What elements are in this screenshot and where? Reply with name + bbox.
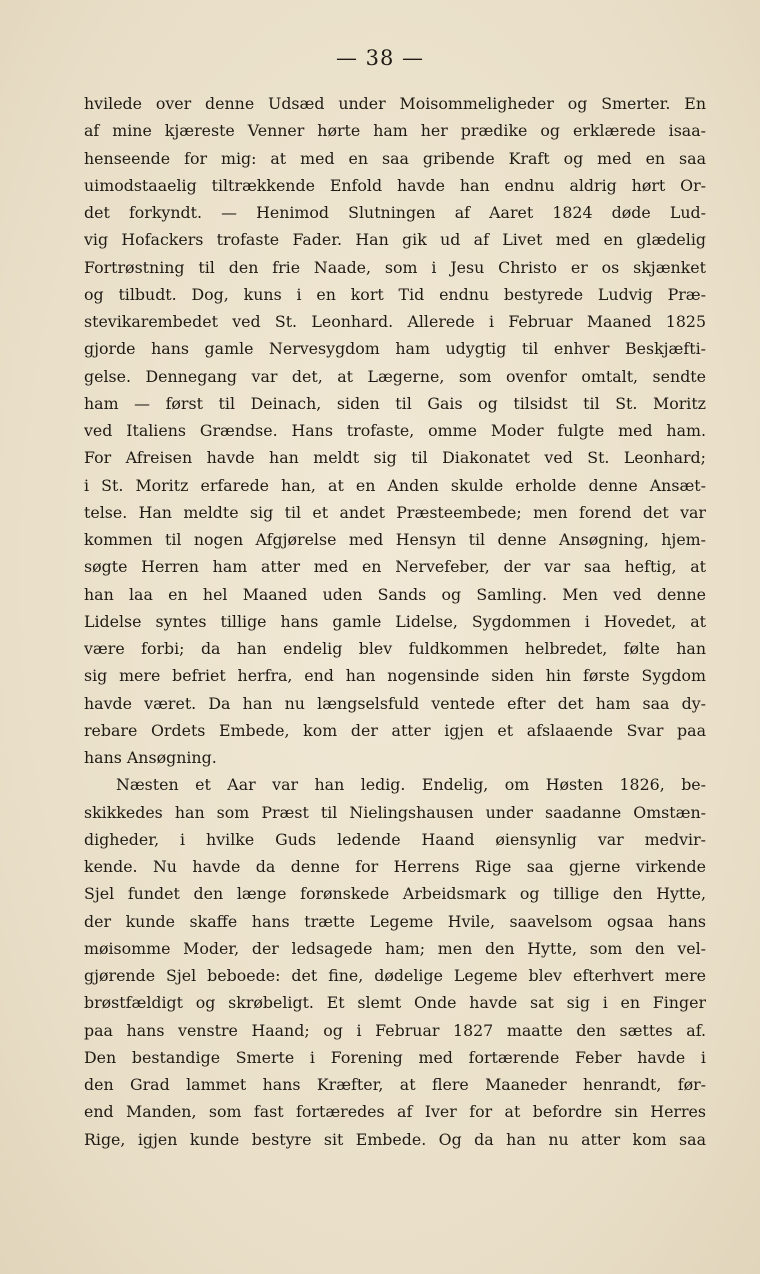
text-line: skikkedes han som Præst til Nielingshausen under saadanne Omstæn- xyxy=(84,802,706,822)
text-line: hans Ansøgning. xyxy=(84,748,217,767)
text-line: det forkyndt. — Henimod Slutningen af Aaret 1824 døde Lud- xyxy=(84,203,706,222)
text-line: ham — først til Deinach, siden til Gais og tilsidst til St. Moritz xyxy=(84,393,706,413)
text-line: havde været. Da han nu længselsfuld ventede efter det ham saa dy- xyxy=(84,693,706,713)
text-line: møisomme Moder, der ledsagede ham; men den Hytte, som den vel- xyxy=(84,938,706,958)
text-line: uimodstaaelig tiltrækkende Enfold havde han endnu aldrig hørt Or- xyxy=(84,175,706,195)
text-line: digheder, i hvilke Guds ledende Haand øiensynlig var medvir- xyxy=(84,829,706,849)
text-line: gjorde hans gamle Nervesygdom ham udygtig til enhver Beskjæfti- xyxy=(84,339,706,359)
text-line: kommen til nogen Afgjørelse med Hensyn til denne Ansøgning, hjem- xyxy=(84,530,706,549)
text-line: i St. Moritz erfarede han, at en Anden skulde erholde denne Ansæt- xyxy=(84,475,706,495)
text-line: Lidelse syntes tillige hans gamle Lidelse, Sygdommen i Hovedet, at xyxy=(84,611,706,631)
text-line: være forbi; da han endelig blev fuldkommen helbredet, følte han xyxy=(84,639,706,658)
body-text xyxy=(84,90,706,1153)
text-line: søgte Herren ham atter med en Nervefeber, der var saa heftig, at xyxy=(84,557,706,577)
text-line: Sjel fundet den længe forønskede Arbeidsmark og tillige den Hytte, xyxy=(84,884,706,904)
text-line: brøstfældigt og skrøbeligt. Et slemt Onde havde sat sig i en Finger xyxy=(84,993,706,1013)
text-line: sig mere befriet herfra, end han nogensinde siden hin første Sygdom xyxy=(84,666,706,686)
text-line: stevikarembedet ved St. Leonhard. Allerede i Februar Maaned 1825 xyxy=(84,312,706,331)
text-line: Fortrøstning til den frie Naade, som i Jesu Christo er os skjænket xyxy=(84,257,706,277)
text-line: hvilede over denne Udsæd under Moisommeligheder og Smerter. En xyxy=(84,94,706,113)
text-line: paa hans venstre Haand; og i Februar 1827 maatte den sættes af. xyxy=(84,1020,706,1040)
text-line: han laa en hel Maaned uden Sands og Samling. Men ved denne xyxy=(84,584,706,604)
text-line: ved Italiens Grændse. Hans trofaste, omme Moder fulgte med ham. xyxy=(84,421,706,440)
page-number: — 38 — xyxy=(335,46,425,70)
text-line: den Grad lammet hans Kræfter, at flere Maaneder henrandt, før- xyxy=(84,1075,706,1094)
text-line: Den bestandige Smerte i Forening med fortærende Feber havde i xyxy=(84,1047,706,1067)
text-line: og tilbudt. Dog, kuns i en kort Tid endnu bestyrede Ludvig Præ- xyxy=(84,284,706,304)
text-line: For Afreisen havde han meldt sig til Diakonatet ved St. Leonhard; xyxy=(84,448,706,468)
text-line: der kunde skaffe hans trætte Legeme Hvile, saavelsom ogsaa hans xyxy=(84,911,706,931)
text-line: Næsten et Aar var han ledig. Endelig, om Høsten 1826, be- xyxy=(116,775,706,795)
text-line: henseende for mig: at med en saa gribende Kraft og med en saa xyxy=(84,148,706,168)
text-line: gjørende Sjel beboede: det fine, dødelige Legeme blev efterhvert mere xyxy=(84,966,706,985)
text-line: af mine kjæreste Venner hørte ham her prædike og erklærede isaa- xyxy=(84,121,706,141)
text-line: rebare Ordets Embede, kom der atter igjen et afslaaende Svar paa xyxy=(84,720,706,740)
text-line: Rige, igjen kunde bestyre sit Embede. Og da han nu atter kom saa xyxy=(84,1129,706,1149)
text-line: telse. Han meldte sig til et andet Præsteembede; men forend det var xyxy=(84,502,706,522)
text-line: gelse. Dennegang var det, at Lægerne, som ovenfor omtalt, sendte xyxy=(84,366,706,386)
text-line: end Manden, som fast fortæredes af Iver for at befordre sin Herres xyxy=(84,1102,706,1122)
text-line: vig Hofackers trofaste Fader. Han gik ud af Livet med en glædelig xyxy=(84,230,706,250)
text-line: kende. Nu havde da denne for Herrens Rige saa gjerne virkende xyxy=(84,857,706,876)
